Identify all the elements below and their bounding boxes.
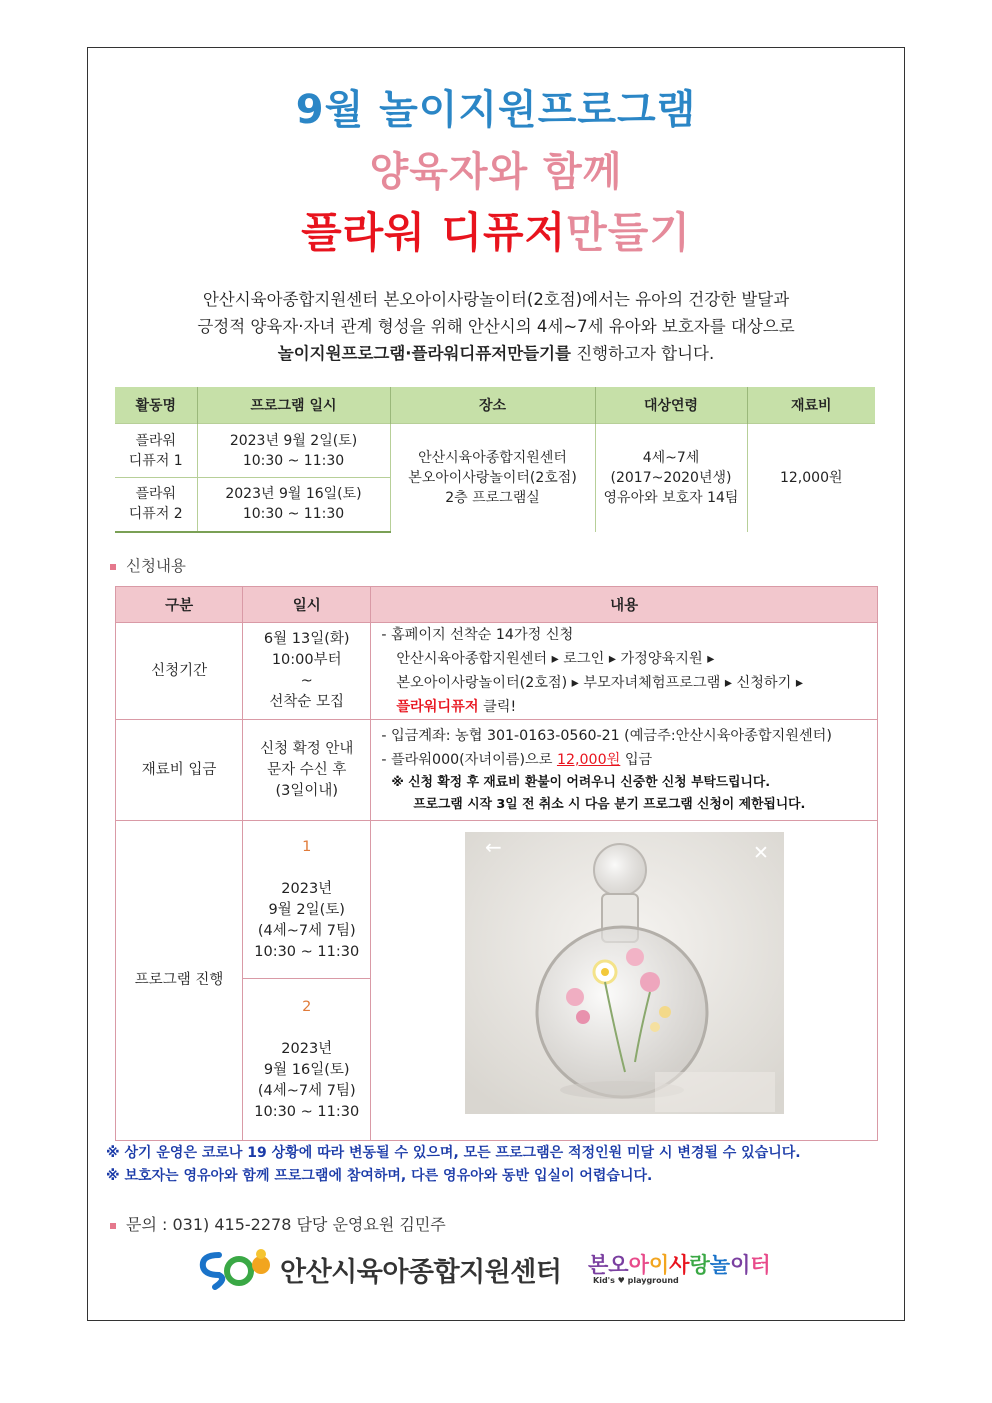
header-content: 내용 — [371, 587, 878, 623]
bullet-square-icon — [110, 1223, 116, 1229]
header-when: 일시 — [243, 587, 371, 623]
session-2: 2 2023년 9월 16일(토) (4세~7세 7팀) 10:30 ~ 11:30 — [243, 979, 371, 1141]
playground-name: 본오아이사랑놀이터 — [588, 1253, 771, 1277]
center-name: 안산시육아종합지원센터 — [280, 1257, 562, 1288]
activity-name: 플라워 디퓨저 1 — [115, 424, 197, 478]
note-1: ※ 상기 운영은 코로나 19 상황에 따라 변동될 수 있으며, 모든 프로그램은 적정인원 미달 시 변경될 수 있습니다. — [106, 1145, 801, 1161]
table-row — [115, 424, 875, 478]
close-icon[interactable]: ✕ — [753, 842, 769, 864]
back-arrow-icon[interactable]: ← — [485, 835, 502, 859]
note-2: ※ 보호자는 영유아와 함께 프로그램에 참여하며, 다른 영유아와 동반 입실이 어렵습니다. — [106, 1168, 653, 1184]
intro-line-1: 안산시육아종합지원센터 본오아이사랑놀이터(2호점)에서는 유아의 건강한 발달과 — [202, 290, 790, 309]
intro-bold: 놀이지원프로그램·플라워디퓨저만들기를 — [277, 344, 571, 363]
row-when: 신청 확정 안내 문자 수신 후 (3일이내) — [243, 720, 371, 821]
header-fee: 재료비 — [747, 387, 875, 424]
row-content: - 홈페이지 선착순 14가정 신청 안산시육아종합지원센터 ▸ 로그인 ▸ 가정양육지원 ▸ 본오아이사랑놀이터(2호점) ▸ 부모자녀체험프로그램 ▸ 신청하기 ▸ 플라워디퓨저 클릭! — [371, 623, 878, 720]
table-row — [116, 720, 878, 821]
title-line-2: 양육자와 함께 — [369, 149, 623, 195]
bullet-square-icon — [110, 564, 116, 570]
contact-line: 문의 : 031) 415-2278 담당 운영요원 김민주 — [110, 1212, 446, 1235]
section-label: 신청내용 — [110, 554, 186, 576]
center-logo-icon — [195, 1245, 275, 1291]
intro-rest: 진행하고자 합니다. — [570, 344, 715, 363]
header-datetime: 프로그램 일시 — [197, 387, 390, 424]
activity-datetime: 2023년 9월 16일(토) 10:30 ~ 11:30 — [197, 478, 390, 532]
diffuser-photo — [465, 832, 784, 1114]
title-pink: 만들기 — [566, 208, 691, 257]
title-red: 플라워 디퓨저 — [301, 208, 567, 257]
activity-age: 4세~7세 (2017~2020년생) 영유아와 보호자 14팀 — [595, 424, 747, 532]
row-when: 6월 13일(화) 10:00부터 ~ 선착순 모집 — [243, 623, 371, 720]
diffuser-link[interactable]: 플라워디퓨저 — [396, 699, 479, 715]
table-row — [116, 623, 878, 720]
intro-line-3 — [110, 340, 882, 367]
activity-name: 플라워 디퓨저 2 — [115, 478, 197, 532]
fee-amount: 12,000원 — [556, 752, 621, 768]
intro-text — [110, 286, 882, 367]
row-label: 재료비 입금 — [116, 720, 243, 821]
program-table-header — [115, 387, 875, 424]
footer-logo — [195, 1245, 815, 1291]
activity-fee: 12,000원 — [747, 424, 875, 532]
program-table — [115, 387, 875, 533]
intro-line-2: 긍정적 양육자·자녀 관계 형성을 위해 안산시의 4세~7세 유아와 보호자를 대상으로 — [197, 317, 795, 336]
row-label: 프로그램 진행 — [116, 821, 243, 1141]
title-line-1: 9월 놀이지원프로그램 — [295, 87, 697, 133]
activity-place: 안산시육아종합지원센터 본오아이사랑놀이터(2호점) 2층 프로그램실 — [390, 424, 595, 532]
row-label: 신청기간 — [116, 623, 243, 720]
header-category: 구분 — [116, 587, 243, 623]
title-line-3 — [0, 200, 992, 260]
session-1: 1 2023년 9월 2일(토) (4세~7세 7팀) 10:30 ~ 11:30 — [243, 821, 371, 979]
header-place: 장소 — [390, 387, 595, 424]
activity-datetime: 2023년 9월 2일(토) 10:30 ~ 11:30 — [197, 424, 390, 478]
apply-table-header — [116, 587, 878, 623]
header-age: 대상연령 — [595, 387, 747, 424]
playground-sub: Kid's ♥ playground — [593, 1276, 679, 1285]
row-content: - 입금계좌: 농협 301-0163-0560-21 (예금주:안산시육아종합지원센터) - 플라워000(자녀이름)으로 12,000원 입금 ※ 신청 확정 후 재료비 환불이 어려우니 신중한 신청 부탁드립니다. 프로그램 시작 3일 전 취소 시 다음 분기 프로그램 신청이 제한됩니다. — [371, 720, 878, 821]
diffuser-bottle-image — [465, 832, 784, 1114]
header-activity: 활동명 — [115, 387, 197, 424]
